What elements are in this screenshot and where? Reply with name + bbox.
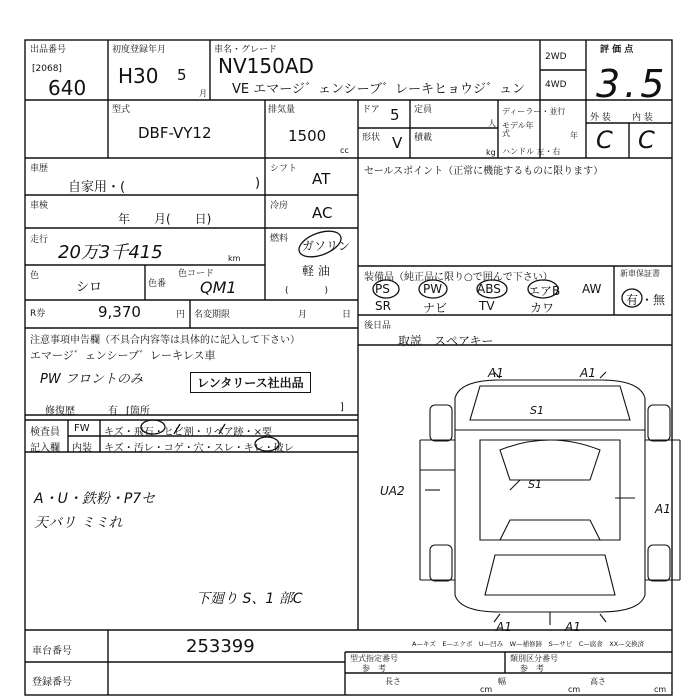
mark-bonnet: S1 [530, 404, 544, 417]
fuel-alt: 軽 油 [302, 264, 330, 278]
repair-value: 有 [108, 406, 118, 417]
shape-label: 形状 [362, 133, 381, 143]
interior-label: 内装 [72, 443, 92, 454]
comment-1: A・U・鉄粉・P7セ [34, 491, 156, 507]
equip-sr: SR [375, 299, 391, 313]
sales-point-label: セールスポイント（正常に機能するものに限ります） [364, 166, 604, 177]
fuel-value: ガソリン [302, 239, 351, 253]
capacity-label: 定員 [414, 105, 433, 115]
repair-close: ] [340, 402, 344, 413]
spec-ref: 参 考 [362, 664, 386, 673]
equipment-label: 装備品（純正品に限り○で囲んで下さい） [364, 272, 553, 283]
repair-location: [箇所 [126, 406, 150, 417]
name-change-day: 日 [342, 310, 352, 320]
notes-line1: エマージ゛ェンシーブ゛レーキレス車 [30, 349, 216, 362]
rental-stamp: レンタリース社出品 [190, 372, 311, 393]
lot-label: 出品番号 [30, 45, 67, 55]
mark-left-side: UA2 [380, 484, 405, 498]
ac-value: AC [312, 204, 333, 222]
history-label: 車歴 [30, 164, 49, 174]
doors-label: ドア [362, 105, 380, 115]
ext-label: 外 装 [590, 113, 611, 123]
recycle-label: R券 [30, 309, 46, 319]
spec-label: 型式指定番号 [350, 654, 398, 663]
reg-month-unit: 月 [199, 89, 207, 98]
recycle-unit: 円 [176, 310, 186, 320]
fw-items: キズ・飛石・ヒビ割・リペア跡・×要 [104, 427, 272, 438]
diagram-legend: A—キズ E—エクボ U—凹み W—補修跡 S—サビ C—腐食 XX—交換済 [412, 640, 645, 648]
mileage-label: 走行 [30, 235, 49, 245]
equip-abs: ABS [477, 282, 501, 296]
accessories-value: 取説 スペアキー [398, 334, 494, 348]
height-cm: cm [654, 685, 667, 694]
score: 3.5 [596, 62, 669, 106]
color-label: 色 [30, 271, 40, 281]
length-cm: cm [480, 685, 493, 694]
reg-month: 5 [177, 66, 187, 84]
color-no-label: 色番 [148, 279, 167, 289]
equip-pw: PW [423, 282, 443, 296]
width-cm: cm [568, 685, 581, 694]
reg-year: H30 [118, 64, 159, 88]
history-close: ) [255, 176, 261, 191]
mileage-value: 20万3千415 [58, 242, 163, 263]
drive-2wd: 2WD [545, 52, 567, 62]
displacement-value: 1500 [288, 127, 327, 145]
reg-label: 初度登録年月 [112, 45, 167, 55]
inspection-value: 年 月( 日) [118, 212, 212, 226]
equip-navi: ナビ [423, 301, 448, 315]
shape-value: V [392, 134, 403, 152]
equip-leather: カワ [530, 301, 555, 315]
shift-label: シフト [270, 164, 298, 174]
int-label: 内 装 [632, 113, 653, 123]
warranty-sep: ・ [641, 293, 654, 307]
mark-front-right: A1 [580, 366, 596, 380]
model-name: NV150AD [218, 54, 314, 78]
drive-4wd: 4WD [545, 80, 567, 90]
fuel-label: 燃料 [270, 234, 289, 244]
fuel-paren: ( ) [285, 286, 329, 296]
notes-label: 注意事項申告欄（不具合内容等は具体的に記入して下さい） [30, 335, 300, 346]
load-unit: kg [486, 148, 496, 157]
color-code-label: 色コード [178, 269, 215, 279]
inspection-label: 車検 [30, 201, 49, 211]
lot-sub: [2068] [32, 64, 62, 74]
history-value: 自家用・( [68, 180, 126, 195]
mark-front-left: A1 [488, 366, 504, 380]
inspector-label2: 記入欄 [30, 443, 60, 454]
type-label: 型式 [112, 105, 131, 115]
inspector-label1: 検査員 [30, 427, 60, 438]
comment-2: 天バリ ミミれ [34, 515, 123, 531]
warranty-label: 新車保証書 [620, 269, 660, 278]
ext-grade: C [596, 126, 613, 154]
comment-3: 下廻り S、1 部C [196, 591, 303, 607]
height-label: 高さ [590, 677, 606, 686]
name-change-label: 名変期限 [194, 310, 231, 320]
width-label: 幅 [498, 677, 506, 686]
equip-aw: AW [582, 282, 602, 296]
displacement-label: 排気量 [268, 105, 296, 115]
mark-rear-right: A1 [565, 620, 581, 634]
mark-roof: S1 [528, 478, 542, 491]
car-diagram [420, 372, 680, 625]
equip-airbag: エアB [528, 284, 561, 298]
displacement-unit: cc [340, 146, 349, 155]
accessories-label: 後日品 [364, 321, 392, 331]
name-change-month: 月 [298, 310, 308, 320]
recycle-value: 9,370 [98, 303, 141, 321]
handle-label: ハンドル 左・右 [502, 147, 561, 156]
shift-value: AT [312, 170, 331, 188]
notes-line2: PW フロントのみ [40, 372, 143, 387]
grade: VE エマージ゛ェンシーブ゛レーキヒョウジ゛ュン [232, 82, 526, 97]
capacity-unit: 人 [488, 119, 496, 128]
fw-label: FW [74, 423, 90, 434]
score-label: 評 価 点 [600, 45, 634, 55]
length-label: 長さ [385, 677, 401, 686]
color-code-value: QM1 [200, 278, 237, 297]
model-label: 車名・グレード [214, 45, 278, 55]
dealer-label: ディーラー・並行 [502, 107, 566, 116]
equip-tv: TV [479, 299, 495, 313]
warranty-yes: 有 [626, 293, 639, 307]
equip-ps: PS [375, 282, 390, 296]
load-label: 積載 [414, 133, 433, 143]
model-year-unit: 年 [570, 131, 578, 140]
chassis-value: 253399 [186, 636, 255, 657]
mark-right-side: A1 [655, 502, 671, 516]
interior-items: キズ・汚レ・コゲ・穴・スレ・キレ・破レ [104, 443, 294, 454]
warranty-no: 無 [653, 293, 666, 307]
mileage-unit: km [228, 254, 241, 263]
repair-label: 修復歴 [45, 406, 75, 417]
registration-label: 登録番号 [32, 677, 72, 688]
type-value: DBF-VY12 [138, 124, 212, 142]
model-year-label: モデル年式 [502, 121, 534, 138]
chassis-label: 車台番号 [32, 646, 72, 657]
mark-rear-left: A1 [496, 620, 512, 634]
class-ref: 参 考 [520, 664, 544, 673]
lot-number: 640 [48, 76, 87, 100]
color-value: シロ [76, 280, 103, 295]
ac-label: 冷房 [270, 201, 289, 211]
doors-value: 5 [390, 106, 400, 124]
class-label: 類別区分番号 [510, 654, 558, 663]
int-grade: C [638, 126, 655, 154]
